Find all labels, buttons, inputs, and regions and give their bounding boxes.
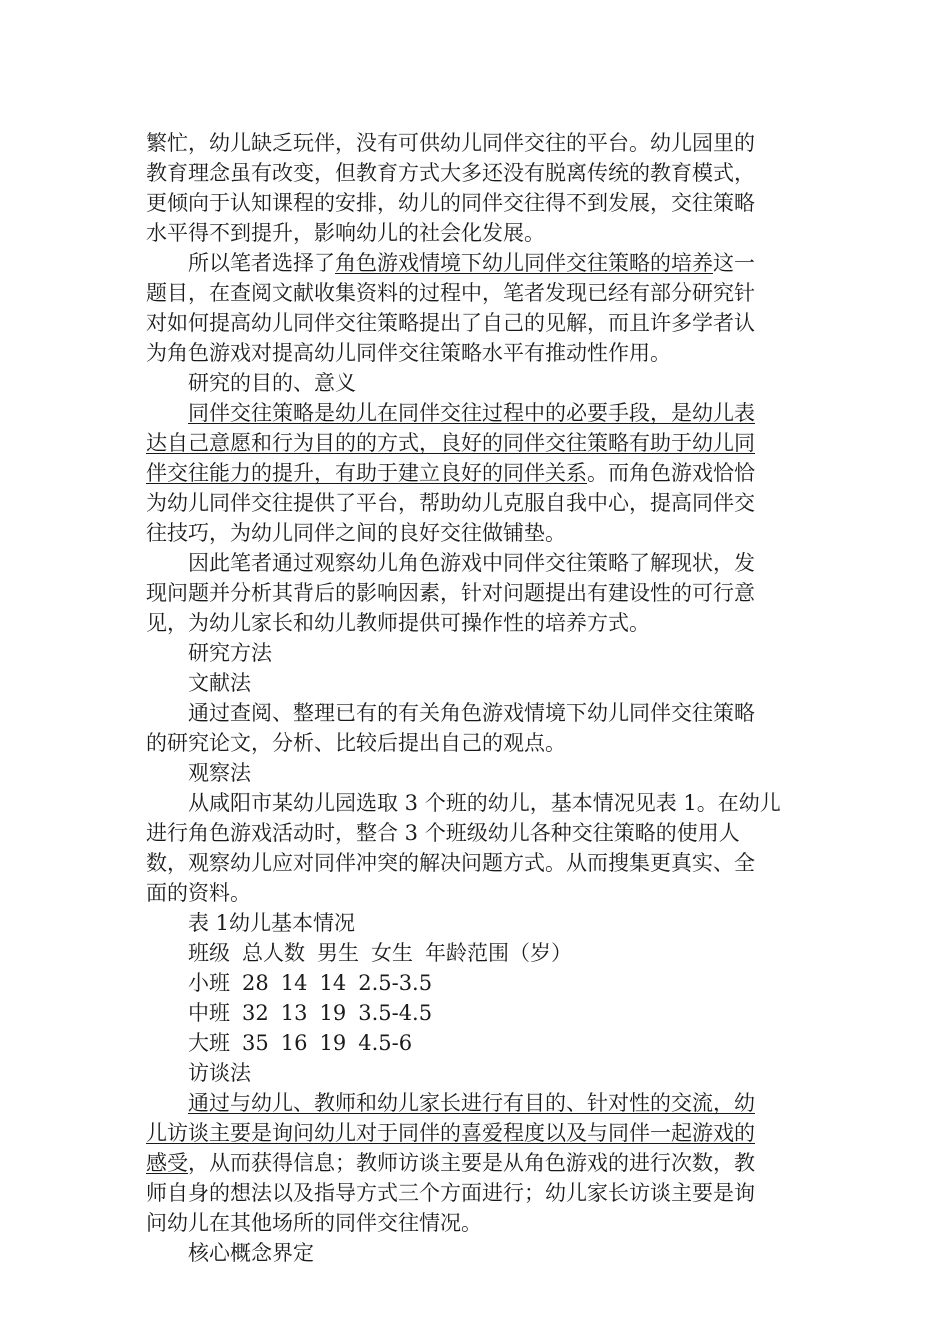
paragraph-literature <box>146 698 806 758</box>
text-span: ，从而获得信息；教师访谈主要是从角色游戏的进行次数，教 <box>188 1151 755 1175</box>
underlined-topic: 角色游戏情境下幼儿同伴交往策略的培养 <box>335 251 713 275</box>
text-line: 为幼儿同伴交往提供了平台，帮助幼儿克服自我中心，提高同伴交 <box>146 491 755 515</box>
text-line: 问幼儿在其他场所的同伴交往情况。 <box>146 1211 482 1235</box>
text-span: 所以笔者选择了 <box>188 251 335 275</box>
table-cell: 3.5-4.5 <box>358 1001 433 1025</box>
table-header-cell: 总人数 <box>242 941 305 965</box>
table-cell: 19 <box>319 1001 347 1025</box>
underlined-text: 同伴交往策略是幼儿在同伴交往过程中的必要手段，是幼儿表 <box>188 401 755 425</box>
table-cell: 2.5-3.5 <box>358 971 433 995</box>
table-header-row <box>146 938 806 968</box>
text-line: 进行角色游戏活动时，整合 3 个班级幼儿各种交往策略的使用人 <box>146 821 740 845</box>
text-line <box>146 1148 806 1178</box>
table-cell: 32 <box>242 1001 269 1025</box>
text-line: 面的资料。 <box>146 881 251 905</box>
text-line: 现问题并分析其背后的影响因素，针对问题提出有建设性的可行意 <box>146 581 755 605</box>
text-line: 的研究论文，分析、比较后提出自己的观点。 <box>146 731 566 755</box>
underlined-text: 伴交往能力的提升，有助于建立良好的同伴关系 <box>146 461 587 485</box>
heading-literature: 文献法 <box>188 671 251 695</box>
text-line: 题目，在查阅文献收集资料的过程中，笔者发现已经有部分研究针 <box>146 281 755 305</box>
paragraph-topic-choice <box>146 248 806 368</box>
table-cell: 19 <box>319 1031 347 1055</box>
text-span: 这一 <box>713 251 755 275</box>
table-cell: 4.5-6 <box>358 1031 413 1055</box>
table-row <box>146 1028 806 1058</box>
table-cell: 大班 <box>188 1031 230 1055</box>
paragraph-observation <box>146 788 806 908</box>
table-cell: 中班 <box>188 1001 230 1025</box>
heading-method: 研究方法 <box>188 641 272 665</box>
table-cell: 28 <box>242 971 269 995</box>
text-line: 见，为幼儿家长和幼儿教师提供可操作性的培养方式。 <box>146 611 650 635</box>
table-cell: 14 <box>280 971 308 995</box>
text-line <box>146 248 806 278</box>
table-cell: 14 <box>319 971 347 995</box>
heading-interview: 访谈法 <box>188 1061 251 1085</box>
text-line <box>146 1088 806 1118</box>
text-line <box>146 458 806 488</box>
text-span: 。而角色游戏恰恰 <box>587 461 755 485</box>
text-line: 为角色游戏对提高幼儿同伴交往策略水平有推动性作用。 <box>146 341 671 365</box>
underlined-text: 儿访谈主要是询问幼儿对于同伴的喜爱程度以及与同伴一起游戏的 <box>146 1121 755 1145</box>
table-row <box>146 998 806 1028</box>
table-cell: 16 <box>280 1031 308 1055</box>
table-header-cell: 班级 <box>188 941 230 965</box>
text-line: 数，观察幼儿应对同伴冲突的解决问题方式。从而搜集更真实、全 <box>146 851 755 875</box>
table-basic-info <box>146 938 806 1058</box>
text-line: 教育理念虽有改变，但教育方式大多还没有脱离传统的教育模式， <box>146 161 755 185</box>
heading-observation: 观察法 <box>188 761 251 785</box>
table-header-cell: 女生 <box>371 941 413 965</box>
heading-core-concept: 核心概念界定 <box>188 1241 314 1265</box>
text-line: 对如何提高幼儿同伴交往策略提出了自己的见解，而且许多学者认 <box>146 311 755 335</box>
underlined-text: 感受 <box>146 1151 188 1175</box>
table-row <box>146 968 806 998</box>
text-line: 往技巧，为幼儿同伴之间的良好交往做铺垫。 <box>146 521 566 545</box>
table-cell: 35 <box>242 1031 269 1055</box>
paragraph-purpose <box>146 398 806 548</box>
text-line: 从咸阳市某幼儿园选取 3 个班的幼儿，基本情况见表 1。在幼儿 <box>188 791 781 815</box>
underlined-text: 达自己意愿和行为目的的方式，良好的同伴交往策略有助于幼儿同 <box>146 431 755 455</box>
text-line: 师自身的想法以及指导方式三个方面进行；幼儿家长访谈主要是询 <box>146 1181 755 1205</box>
text-line <box>146 428 806 458</box>
paragraph-background <box>146 128 806 248</box>
underlined-text: 通过与幼儿、教师和幼儿家长进行有目的、针对性的交流，幼 <box>188 1091 755 1115</box>
text-line: 繁忙，幼儿缺乏玩伴，没有可供幼儿同伴交往的平台。幼儿园里的 <box>146 131 755 155</box>
table-cell: 13 <box>280 1001 308 1025</box>
table-caption: 表 1幼儿基本情况 <box>188 911 356 935</box>
text-line: 水平得不到提升，影响幼儿的社会化发展。 <box>146 221 545 245</box>
text-line: 通过查阅、整理已有的有关角色游戏情境下幼儿同伴交往策略 <box>188 701 755 725</box>
text-line: 因此笔者通过观察幼儿角色游戏中同伴交往策略了解现状，发 <box>188 551 755 575</box>
paragraph-interview <box>146 1088 806 1238</box>
text-line <box>146 1118 806 1148</box>
text-line <box>146 398 806 428</box>
document-page <box>146 128 806 1268</box>
table-header-cell: 男生 <box>317 941 359 965</box>
heading-purpose: 研究的目的、意义 <box>188 371 356 395</box>
paragraph-significance <box>146 548 806 638</box>
text-line: 更倾向于认知课程的安排，幼儿的同伴交往得不到发展，交往策略 <box>146 191 755 215</box>
table-header-cell: 年龄范围（岁） <box>425 941 572 965</box>
table-cell: 小班 <box>188 971 230 995</box>
